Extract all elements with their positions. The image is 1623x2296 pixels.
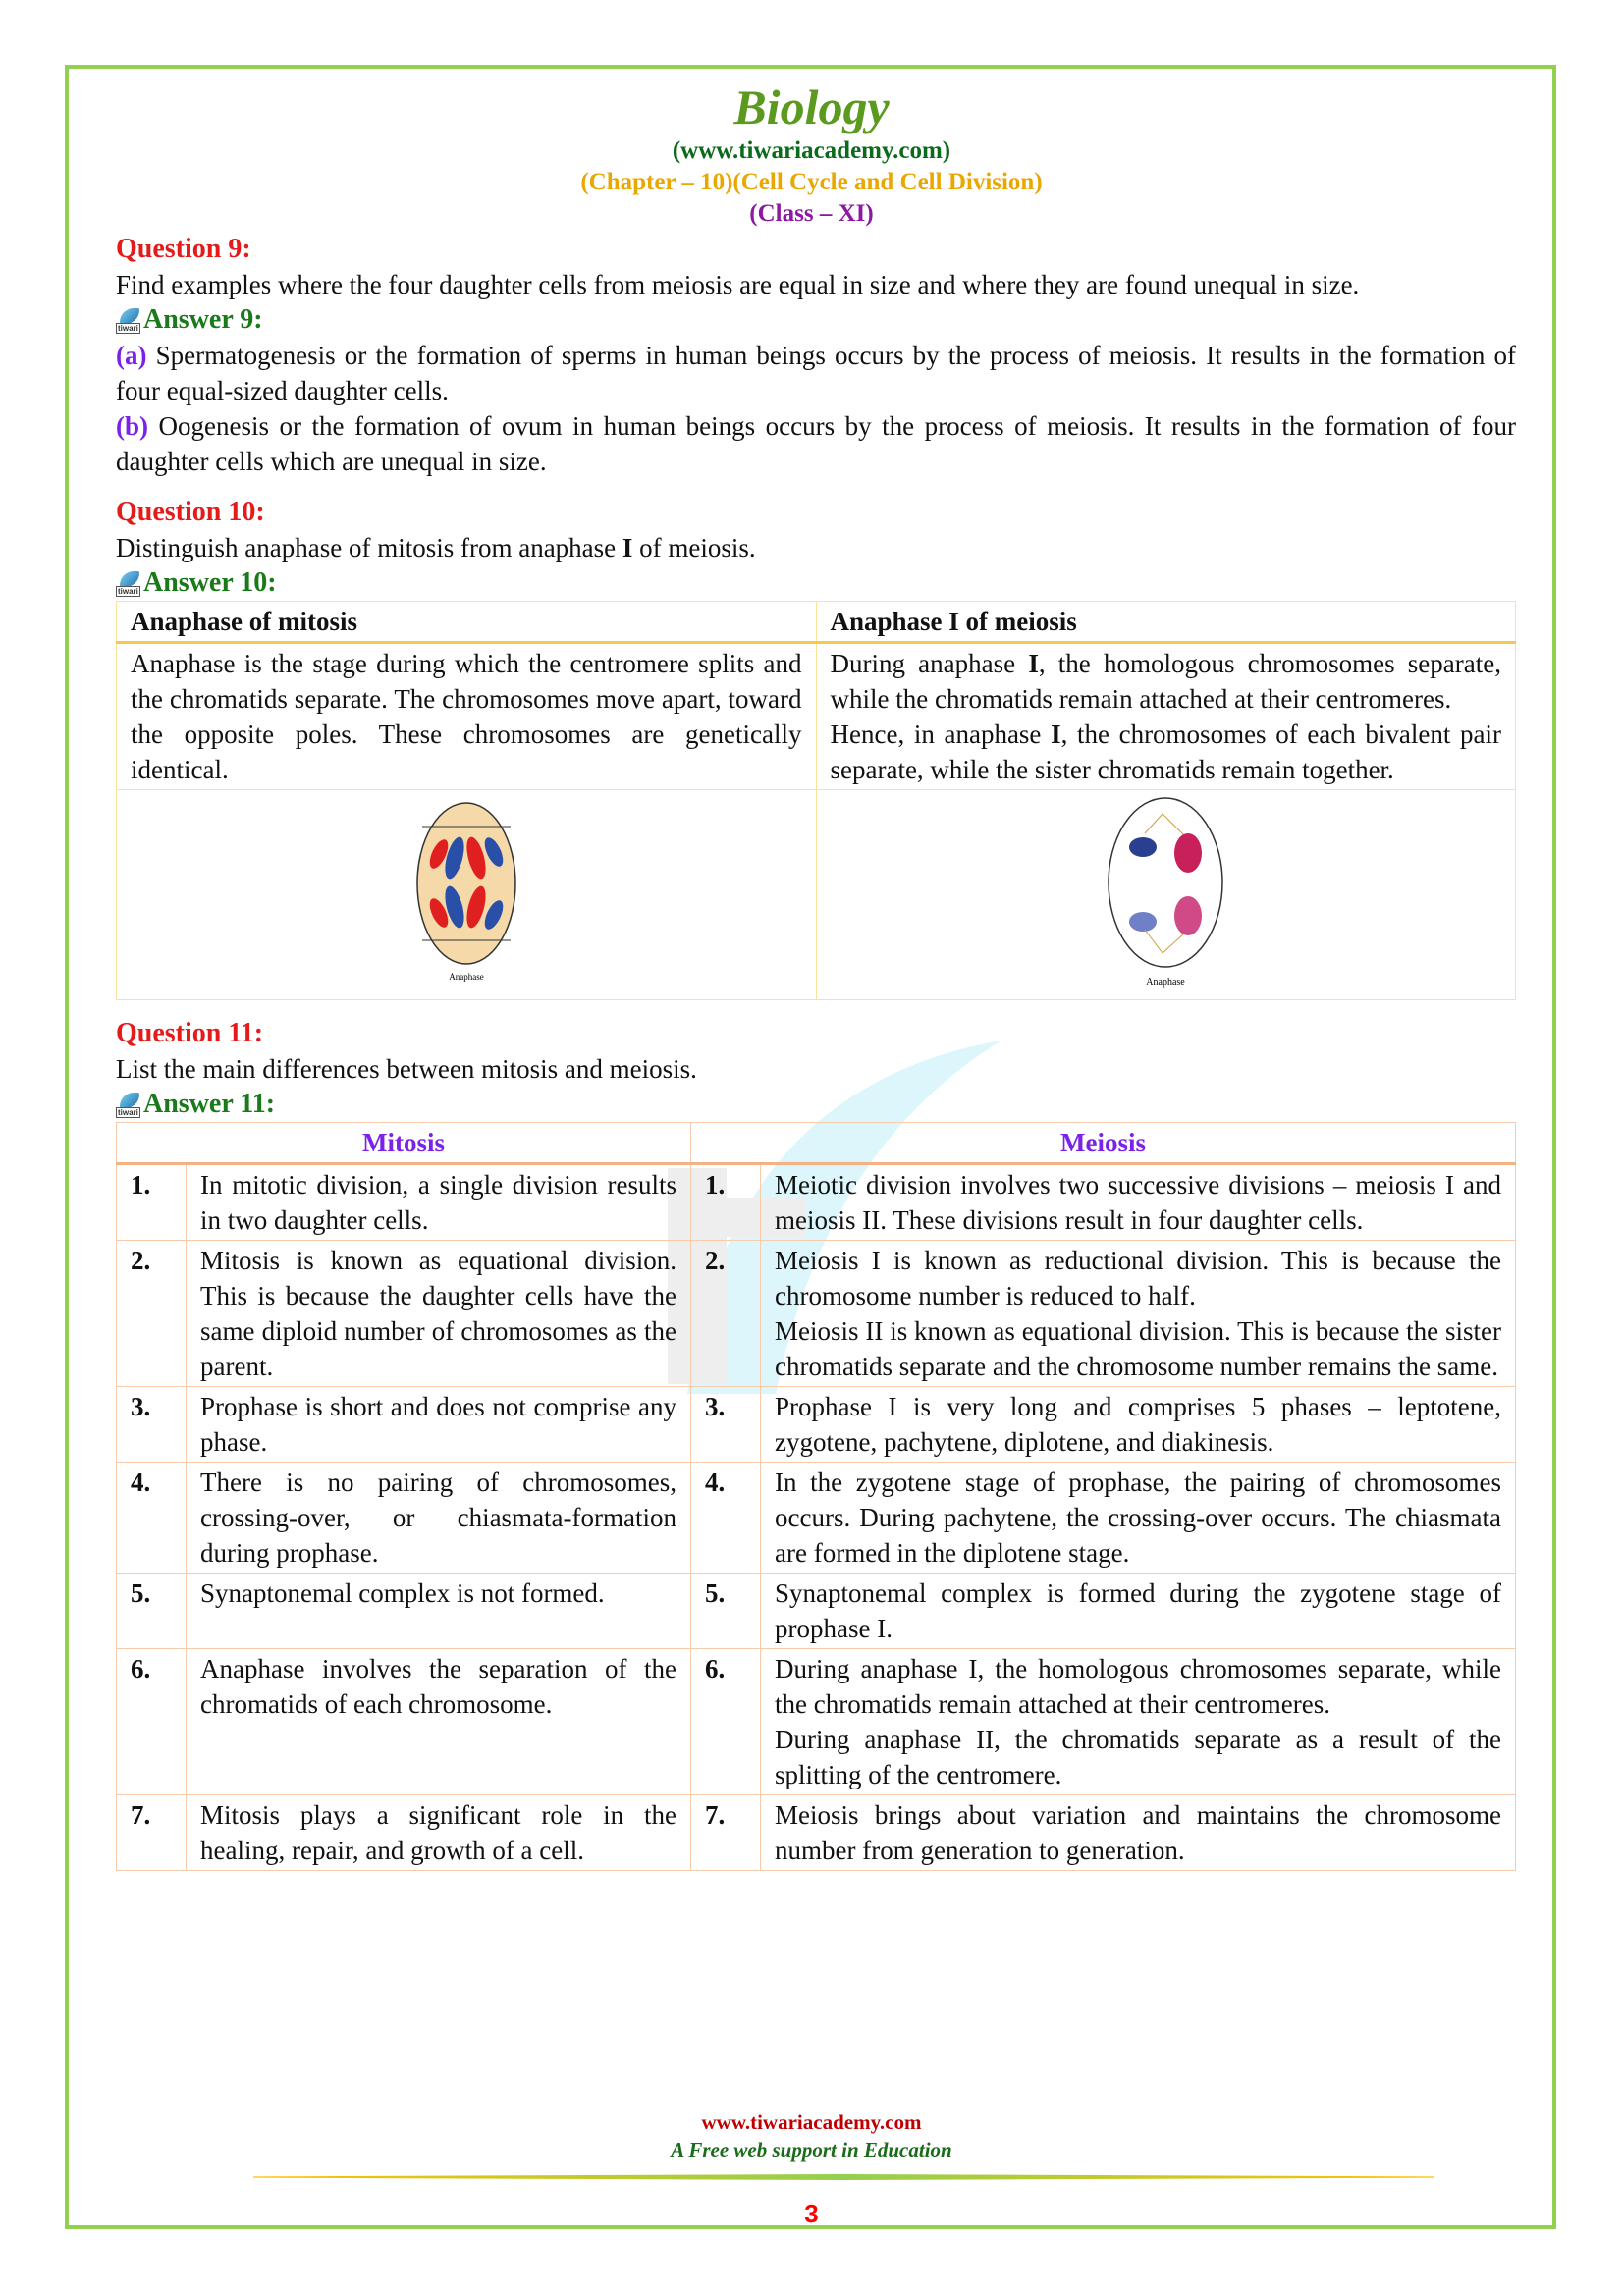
table-header-mitosis: Mitosis [117,1123,691,1164]
page-number: 3 [804,2199,819,2228]
meiosis-description: During anaphase I, the homologous chromosomes separate, while the chromatids remain attached at their centromeres. Hence, in anaphase I, the chromosomes of each bivalent pair separate, while the sister chromatids remain together. [816,643,1516,790]
mitosis-anaphase-diagram-icon [407,797,525,984]
answer-9-part-b: (b) Oogenesis or the formation of ovum in human beings occurs by the process of meiosis. It results in the formation of four daughter cells which are unequal in size. [116,411,1516,476]
answer-9-part-a: (a) Spermatogenesis or the formation of sperms in human beings occurs by the process of meiosis. It results in the formation of four equal-sized daughter cells. [116,341,1516,405]
page-header [0,79,1623,230]
anaphase-comparison-table [116,601,1516,1000]
page-content [116,232,1516,1871]
class-label: (Class – XI) [749,200,874,227]
mitosis-meiosis-differences-table [116,1122,1516,1871]
table-row: 2. Mitosis is known as equational division. This is because the daughter cells have the same diploid number of chromosomes as the parent. 2. Meiosis I is known as reductional division. This is because the chromosome number is reduced to half. Meiosis II is known as equational division. This is because the sister chromatids separate and the chromosome number remains the same. [117,1241,1516,1387]
mitosis-description: Anaphase is the stage during which the centromere splits and the chromatids separate. The chromosomes move apart, toward the opposite poles. These chromosomes are genetically identical. [117,643,817,790]
table-row: 1. In mitotic division, a single division results in two daughter cells. 1. Meiotic division involves two successive divisions – meiosis I and meiosis II. These divisions result in four daughter cells. [117,1164,1516,1241]
meiosis-anaphase-figure [816,790,1516,1000]
table-row: 6. Anaphase involves the separation of the chromatids of each chromosome. 6. During anaphase I, the homologous chromosomes separate, while the chromatids remain attached at their centromeres. During anaphase II, the chromatids separate as a result of the splitting of the centromere. [117,1649,1516,1795]
svg-text:Anaphase: Anaphase [449,972,484,982]
question-10-label: Question 10: [116,497,265,527]
table-row: 5. Synaptonemal complex is not formed. 5. Synaptonemal complex is formed during the zygotene stage of prophase I. [117,1574,1516,1649]
page-footer [0,2109,1623,2163]
question-11-label: Question 11: [116,1018,264,1048]
table-row: 3. Prophase is short and does not comprise any phase. 3. Prophase I is very long and comprises 5 phases – leptotene, zygotene, pachytene, diplotene, and diakinesis. [117,1387,1516,1463]
table-row: 4. There is no pairing of chromosomes, crossing-over, or chiasmata-formation during prophase. 4. In the zygotene stage of prophase, the pairing of chromosomes occurs. During pachytene, the crossing-over occurs. The chiasmata are formed in the diplotene stage. [117,1463,1516,1574]
table-header-meiosis: Meiosis [691,1123,1516,1164]
tiwari-quill-icon: tiwari [116,308,141,332]
svg-text:Anaphase: Anaphase [1146,977,1185,988]
footer-tagline: A Free web support in Education [671,2138,952,2162]
table-row: 7. Mitosis plays a significant role in the healing, repair, and growth of a cell. 7. Meiosis brings about variation and maintains the chromosome number from generation to generation. [117,1795,1516,1871]
subject-title: Biology [733,80,890,134]
footer-site-link[interactable]: www.tiwariacademy.com [701,2110,922,2134]
question-9-label: Question 9: [116,234,251,264]
table-header-meiosis: Anaphase I of meiosis [816,602,1516,643]
question-10-text: Distinguish anaphase of mitosis from anaphase I of meiosis. [116,533,756,562]
question-11-text: List the main differences between mitosis and meiosis. [116,1054,697,1084]
answer-11-label: tiwari Answer 11: [118,1089,276,1119]
table-row-figures [117,790,1516,1000]
tiwari-quill-icon: tiwari [116,571,141,595]
site-url: (www.tiwariacademy.com) [672,137,951,164]
answer-10-label: tiwari Answer 10: [118,567,277,598]
mitosis-anaphase-figure [117,790,817,1000]
table-row [117,643,1516,790]
chapter-title: (Chapter – 10)(Cell Cycle and Cell Division) [580,169,1043,195]
question-9-text: Find examples where the four daughter cells from meiosis are equal in size and where they are found unequal in size. [116,270,1360,299]
meiosis-anaphase-diagram-icon [1102,792,1229,988]
answer-9-label: tiwari Answer 9: [118,304,263,335]
table-header-mitosis: Anaphase of mitosis [117,602,817,643]
tiwari-quill-icon: tiwari [116,1093,141,1116]
